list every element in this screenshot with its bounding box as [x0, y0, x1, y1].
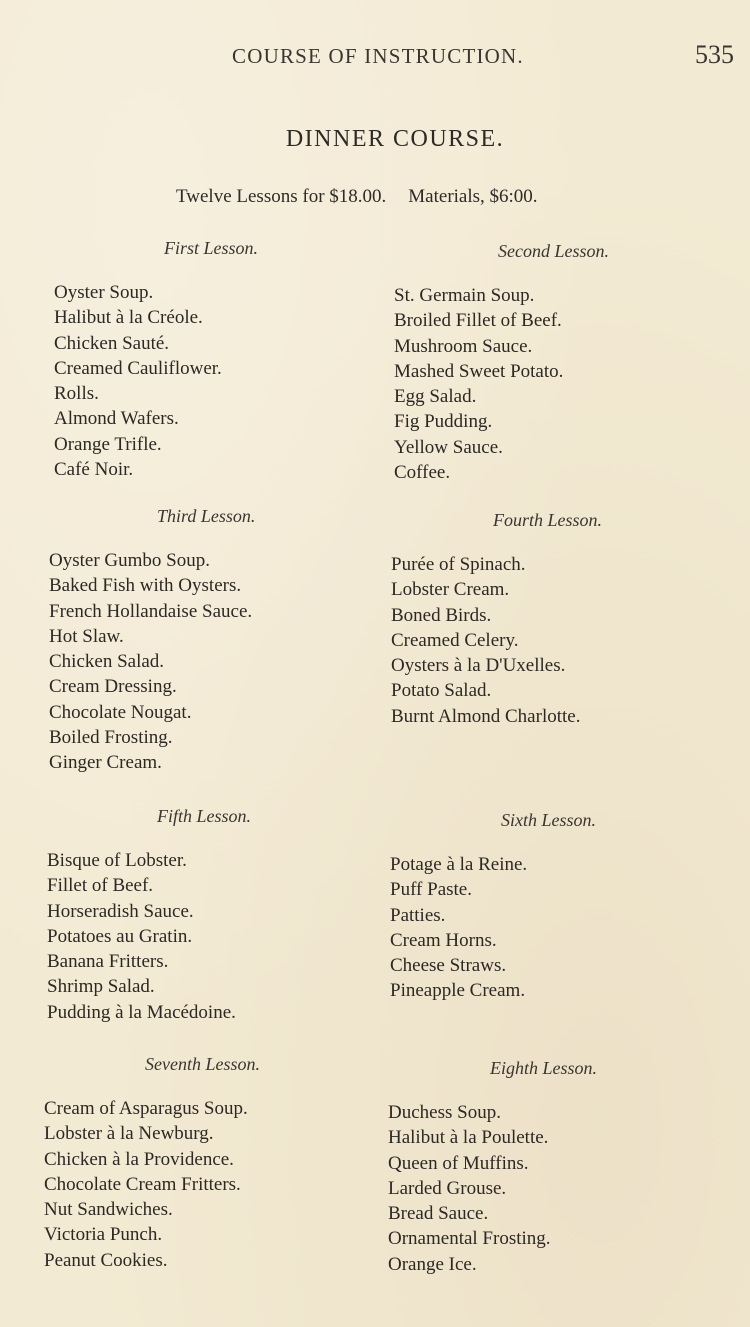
list-item: Queen of Muffins. [388, 1152, 529, 1174]
list-item: Coffee. [394, 462, 451, 484]
list-item: Potage à la Reine. [390, 854, 528, 875]
list-item: Ginger Cream. [49, 752, 162, 774]
list-item: Yellow Sauce. [394, 436, 503, 458]
running-title: COURSE OF INSTRUCTION. [232, 44, 524, 68]
lesson-heading: Third Lesson. [157, 506, 256, 526]
list-item: Victoria Punch. [44, 1224, 163, 1246]
list-item: Pineapple Cream. [390, 980, 526, 1002]
lesson-items [54, 280, 384, 482]
list-item: Oysters à la D'Uxelles. [391, 655, 566, 677]
lesson-items [394, 283, 724, 485]
list-item: French Hollandaise Sauce. [49, 600, 253, 622]
list-item: Pudding à la Macédoine. [47, 1001, 236, 1023]
list-item: Creamed Celery. [391, 629, 519, 651]
list-item: Larded Grouse. [388, 1177, 507, 1199]
list-item: Puff Paste. [390, 879, 472, 901]
list-item: Boned Birds. [391, 604, 492, 626]
lesson-heading: First Lesson. [164, 238, 259, 258]
list-item: Lobster à la Newburg. [44, 1123, 214, 1145]
list-item: Chocolate Cream Fritters. [44, 1173, 241, 1195]
lesson-heading: Eighth Lesson. [490, 1058, 598, 1078]
running-head [0, 40, 750, 74]
list-item: Hot Slaw. [49, 625, 124, 647]
list-item: Purée of Spinach. [391, 554, 526, 575]
list-item: Bread Sauce. [388, 1203, 489, 1225]
list-item: Bisque of Lobster. [47, 850, 187, 871]
list-item: Baked Fish with Oysters. [49, 575, 242, 597]
list-item: Burnt Almond Charlotte. [391, 705, 581, 727]
price-lessons: Twelve Lessons for $18.00. [176, 186, 387, 207]
list-item: Oyster Soup. [54, 282, 154, 303]
list-item: Halibut à la Créole. [54, 307, 203, 329]
list-item: Cream Dressing. [49, 676, 177, 698]
course-title: DINNER COURSE. [285, 126, 505, 152]
list-item: Shrimp Salad. [47, 976, 155, 998]
list-item: Orange Ice. [388, 1253, 477, 1275]
list-item: Almond Wafers. [54, 408, 179, 430]
price-materials: Materials, $6:00. [408, 186, 538, 207]
list-item: Orange Trifle. [54, 433, 162, 455]
list-item: Patties. [390, 904, 446, 926]
page-number: 535 [695, 40, 734, 69]
lesson-heading: Fourth Lesson. [493, 510, 603, 530]
lesson-heading: Sixth Lesson. [501, 810, 597, 830]
lesson-items [390, 852, 720, 1004]
lesson-heading: Seventh Lesson. [145, 1054, 260, 1074]
list-item: Oyster Gumbo Soup. [49, 550, 210, 571]
list-item: Chicken à la Providence. [44, 1148, 234, 1170]
price-line [176, 186, 538, 208]
list-item: Cheese Straws. [390, 955, 507, 977]
list-item: Broiled Fillet of Beef. [394, 310, 562, 332]
list-item: Horseradish Sauce. [47, 900, 194, 922]
lesson-items [44, 1096, 374, 1273]
lesson-items [47, 848, 377, 1025]
lesson-heading: Fifth Lesson. [157, 806, 252, 826]
list-item: Café Noir. [54, 459, 134, 481]
list-item: Ornamental Frosting. [388, 1228, 551, 1250]
list-item: Fig Pudding. [394, 411, 493, 433]
list-item: Cream of Asparagus Soup. [44, 1098, 248, 1119]
list-item: Chicken Sauté. [54, 332, 170, 354]
list-item: Fillet of Beef. [47, 875, 154, 897]
list-item: Egg Salad. [394, 386, 477, 408]
list-item: Nut Sandwiches. [44, 1199, 173, 1221]
list-item: Banana Fritters. [47, 951, 169, 973]
list-item: Creamed Cauliflower. [54, 357, 222, 379]
list-item: Chicken Salad. [49, 651, 165, 673]
list-item: Boiled Frosting. [49, 727, 173, 749]
list-item: Rolls. [54, 383, 99, 405]
lesson-items [388, 1100, 718, 1277]
list-item: Chocolate Nougat. [49, 701, 192, 723]
list-item: Potatoes au Gratin. [47, 925, 193, 947]
list-item: Cream Horns. [390, 929, 497, 951]
list-item: Halibut à la Poulette. [388, 1127, 549, 1149]
list-item: Mashed Sweet Potato. [394, 360, 564, 382]
lesson-items [49, 548, 379, 776]
list-item: Lobster Cream. [391, 579, 510, 601]
list-item: Duchess Soup. [388, 1102, 501, 1123]
lesson-heading: Second Lesson. [498, 241, 609, 261]
lesson-items [391, 552, 721, 729]
list-item: St. Germain Soup. [394, 285, 535, 306]
list-item: Peanut Cookies. [44, 1249, 168, 1271]
list-item: Potato Salad. [391, 680, 492, 702]
list-item: Mushroom Sauce. [394, 335, 533, 357]
